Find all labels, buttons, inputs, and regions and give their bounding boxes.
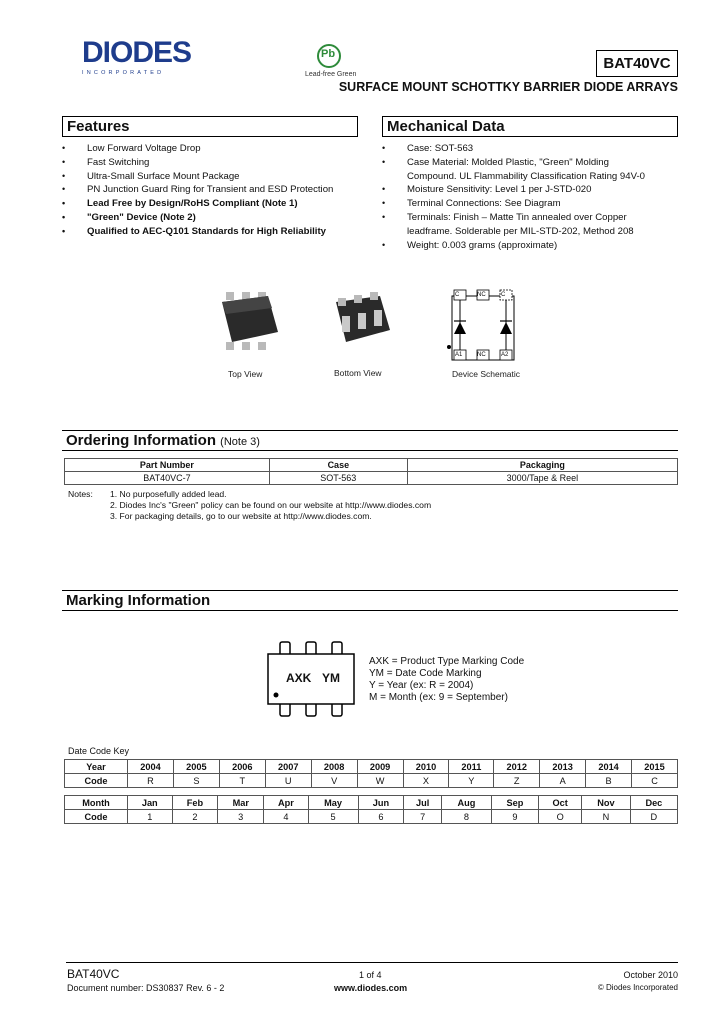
feature-item: • Ultra-Small Surface Mount Package — [62, 170, 358, 184]
code-cell: Y — [449, 774, 494, 788]
bottom-view-caption: Bottom View — [334, 368, 382, 378]
code-cell: W — [357, 774, 403, 788]
column-header: Packaging — [407, 459, 677, 472]
mechanical-item: • Terminals: Finish – Matte Tin annealed over Copper leadframe. Solderable per MIL-STD-202, Method 208 — [382, 211, 652, 239]
code-cell: 6 — [358, 810, 404, 824]
date-code-key-title: Date Code Key — [68, 746, 130, 756]
month-cell: Sep — [491, 796, 538, 810]
code-cell: O — [539, 810, 582, 824]
code-cell: N — [582, 810, 631, 824]
schematic-caption: Device Schematic — [452, 369, 521, 379]
legend-item: Y = Year (ex: R = 2004) — [369, 680, 474, 691]
pb-symbol: Pb — [321, 48, 336, 60]
year-cell: 2015 — [632, 760, 678, 774]
month-cell: Mar — [218, 796, 264, 810]
ordering-title: Ordering Information — [66, 432, 216, 449]
row-header: Code — [65, 774, 128, 788]
code-cell: Z — [494, 774, 540, 788]
year-row — [65, 760, 678, 774]
pin-label: C — [455, 292, 460, 298]
table-cell: BAT40VC-7 — [65, 472, 270, 485]
footer-document-number: Document number: DS30837 Rev. 6 - 2 — [67, 983, 225, 993]
lead-free-label: Lead-free Green — [305, 71, 357, 78]
feature-item: • Qualified to AEC-Q101 Standards for High Reliability — [62, 225, 358, 239]
code-cell: 7 — [404, 810, 442, 824]
pin-label: C — [501, 292, 506, 298]
features-list — [62, 142, 358, 239]
code-cell: 4 — [264, 810, 308, 824]
year-code-table — [64, 759, 678, 788]
footer-date: October 2010 — [623, 970, 678, 980]
mechanical-item: • Case Material: Molded Plastic, "Green" Molding Compound. UL Flammability Classification Rating 94V-0 — [382, 156, 652, 184]
logo-subtitle: INCORPORATED — [82, 70, 165, 76]
year-cell: 2014 — [586, 760, 632, 774]
feature-item: • Fast Switching — [62, 156, 358, 170]
month-cell: Jan — [128, 796, 173, 810]
month-code-table — [64, 795, 678, 824]
column-header: Part Number — [65, 459, 270, 472]
month-cell: Dec — [630, 796, 677, 810]
code-cell: 1 — [128, 810, 173, 824]
diodes-logo: DIODES — [82, 36, 192, 69]
code-cell: S — [173, 774, 219, 788]
month-cell: Jul — [404, 796, 442, 810]
feature-item: • PN Junction Guard Ring for Transient and ESD Protection — [62, 183, 358, 197]
code-cell: C — [632, 774, 678, 788]
month-cell: Aug — [442, 796, 492, 810]
table-cell: 3000/Tape & Reel — [407, 472, 677, 485]
pin-label: NC — [477, 292, 486, 298]
year-cell: 2008 — [311, 760, 357, 774]
mechanical-item: • Moisture Sensitivity: Level 1 per J-STD-020 — [382, 183, 652, 197]
footer-website-link[interactable]: www.diodes.com — [334, 983, 408, 993]
legend-item: AXK = Product Type Marking Code — [369, 656, 525, 667]
year-cell: 2012 — [494, 760, 540, 774]
row-header: Month — [65, 796, 128, 810]
month-cell: Nov — [582, 796, 631, 810]
marking-legend — [369, 656, 524, 704]
feature-item: • Lead Free by Design/RoHS Compliant (Note 1) — [62, 197, 358, 211]
mechanical-list — [382, 142, 652, 252]
pin-label: NC — [477, 352, 486, 358]
year-cell: 2011 — [449, 760, 494, 774]
code-cell: X — [403, 774, 449, 788]
code-cell: 3 — [218, 810, 264, 824]
bottom-view-package-image — [326, 290, 396, 360]
year-cell: 2005 — [173, 760, 219, 774]
month-row — [65, 796, 678, 810]
code-cell: A — [540, 774, 586, 788]
table-header-row — [65, 459, 678, 472]
month-cell: Jun — [358, 796, 404, 810]
footer-divider — [66, 962, 678, 963]
month-cell: Oct — [539, 796, 582, 810]
mechanical-item: • Terminal Connections: See Diagram — [382, 197, 652, 211]
year-code-row — [65, 774, 678, 788]
mechanical-item: • Weight: 0.003 grams (approximate) — [382, 239, 652, 253]
document-subtitle: SURFACE MOUNT SCHOTTKY BARRIER DIODE ARRAYS — [338, 80, 678, 94]
ordering-table — [64, 458, 678, 485]
footer-page-number: 1 of 4 — [359, 970, 382, 980]
chip-product-code: AXK — [286, 671, 312, 685]
code-cell: U — [265, 774, 311, 788]
code-cell: B — [586, 774, 632, 788]
table-row — [65, 472, 678, 485]
month-cell: Feb — [172, 796, 218, 810]
note-item: 3. For packaging details, go to our website at http://www.diodes.com. — [110, 511, 372, 521]
mechanical-heading: Mechanical Data — [382, 116, 678, 137]
marking-heading: Marking Information — [62, 590, 678, 611]
footer-part-number: BAT40VC — [67, 967, 120, 981]
feature-item: • Low Forward Voltage Drop — [62, 142, 358, 156]
code-cell: R — [128, 774, 174, 788]
legend-item: YM = Date Code Marking — [369, 668, 482, 679]
mechanical-item: • Case: SOT-563 — [382, 142, 652, 156]
chip-date-code: YM — [322, 671, 340, 685]
notes-list — [110, 489, 431, 522]
year-cell: 2004 — [128, 760, 174, 774]
pin-label: A2 — [501, 352, 509, 358]
row-header: Code — [65, 810, 128, 824]
top-view-package-image — [212, 290, 282, 360]
code-cell: T — [219, 774, 265, 788]
code-cell: 9 — [491, 810, 538, 824]
pin-label: A1 — [455, 352, 463, 358]
footer-copyright: © Diodes Incorporated — [597, 983, 678, 992]
column-header: Case — [269, 459, 407, 472]
code-cell: 5 — [308, 810, 358, 824]
notes-label: Notes: — [68, 489, 93, 499]
ordering-note-ref: (Note 3) — [220, 436, 260, 448]
part-number-box: BAT40VC — [596, 50, 678, 77]
month-cell: May — [308, 796, 358, 810]
year-cell: 2007 — [265, 760, 311, 774]
month-cell: Apr — [264, 796, 308, 810]
table-cell: SOT-563 — [269, 472, 407, 485]
code-cell: V — [311, 774, 357, 788]
code-cell: D — [630, 810, 677, 824]
legend-item: M = Month (ex: 9 = September) — [369, 692, 508, 703]
row-header: Year — [65, 760, 128, 774]
ordering-heading — [62, 430, 678, 451]
code-cell: 2 — [172, 810, 218, 824]
note-item: 2. Diodes Inc's "Green" policy can be found on our website at http://www.diodes.com — [110, 500, 432, 510]
feature-item: • "Green" Device (Note 2) — [62, 211, 358, 225]
month-code-row — [65, 810, 678, 824]
code-cell: 8 — [442, 810, 492, 824]
note-item: 1. No purposefully added lead. — [110, 489, 227, 499]
year-cell: 2010 — [403, 760, 449, 774]
top-view-caption: Top View — [228, 369, 263, 379]
year-cell: 2009 — [357, 760, 403, 774]
year-cell: 2013 — [540, 760, 586, 774]
features-heading: Features — [62, 116, 358, 137]
year-cell: 2006 — [219, 760, 265, 774]
